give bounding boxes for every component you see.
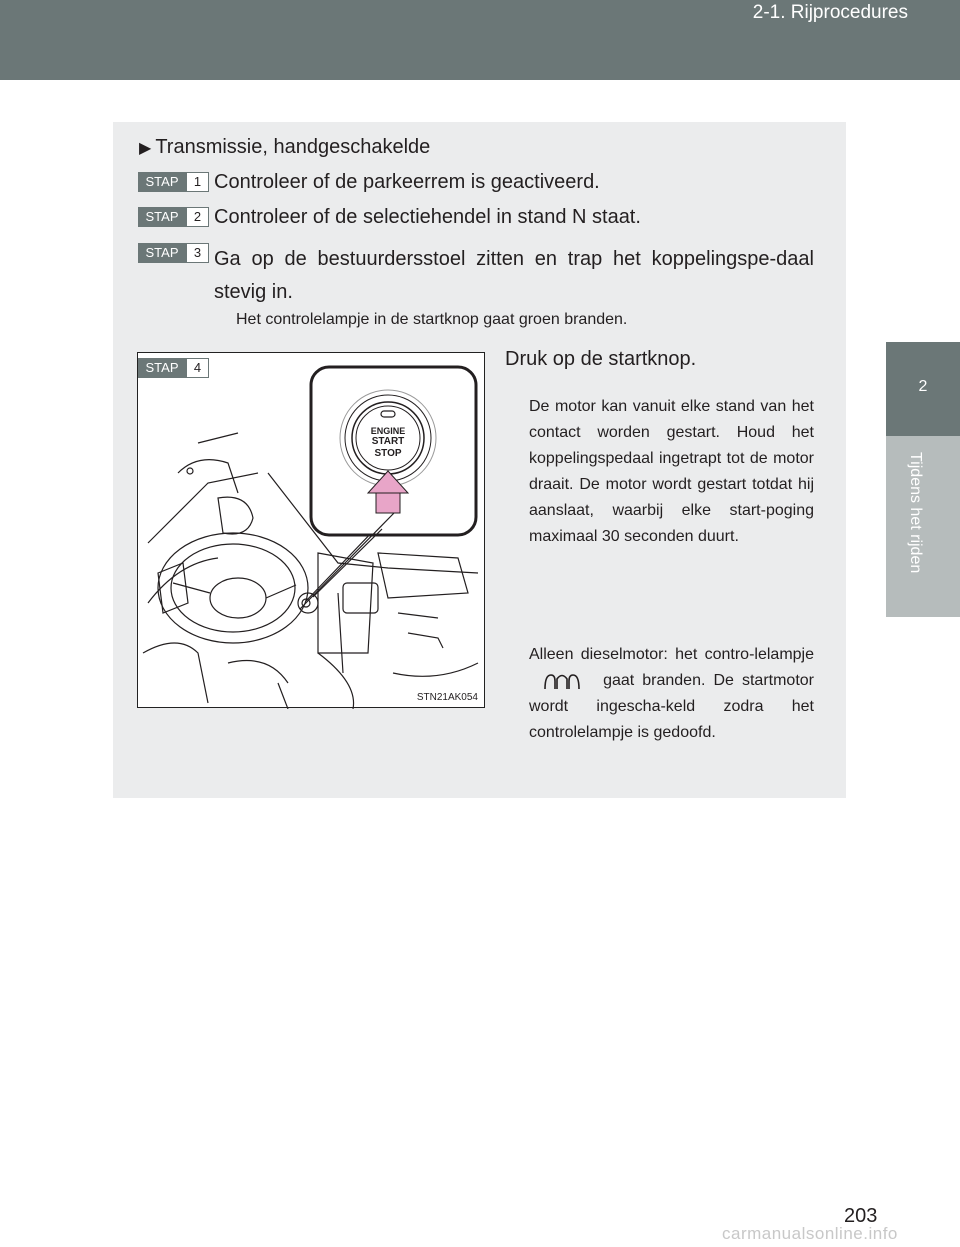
- button-text-start: START: [371, 436, 405, 447]
- step-label: STAP: [138, 207, 186, 227]
- step-badge-3: [138, 243, 209, 263]
- step-4-paragraph-2: [529, 642, 814, 746]
- button-text-stop: STOP: [374, 448, 402, 459]
- step-badge-4: [138, 358, 209, 378]
- step-label: STAP: [138, 358, 186, 378]
- step-4-paragraph-1: De motor kan vanuit elke stand van het contact worden gestart. Houd het koppelingspedaal ingetrapt tot de motor draait. De motor wordt gestart totdat hij aanslaat, waarbij elke start-poging maximaal 30 seconden duurt.: [529, 398, 814, 545]
- step-3-note: Het controlelampje in de startknop gaat groen branden.: [236, 311, 628, 328]
- chapter-tab-number: 2: [886, 342, 960, 436]
- page-number: 203: [844, 1205, 878, 1227]
- page-header: [0, 0, 960, 80]
- cockpit-drawing: [138, 353, 486, 709]
- cockpit-illustration: [137, 352, 485, 708]
- step-number: 4: [186, 358, 209, 378]
- chapter-title: Tijdens het rijden: [907, 452, 924, 574]
- step-1-text: Controleer of de parkeerrem is geactiveerd.: [214, 171, 600, 193]
- step-number: 3: [186, 243, 209, 263]
- paragraph-2-end: gaat branden. De startmotor wordt ingescha-keld zodra het controlelampje is gedoofd.: [529, 672, 814, 741]
- paragraph-2-start: Alleen dieselmotor: het contro-lelampje: [529, 646, 814, 663]
- button-text-engine: ENGINE: [370, 426, 406, 436]
- step-number: 1: [186, 172, 209, 192]
- watermark: carmanualsonline.info: [722, 1224, 898, 1243]
- step-badge-2: [138, 207, 209, 227]
- heading-text: Transmissie, handgeschakelde: [155, 136, 431, 158]
- step-3-text: Ga op de bestuurdersstoel zitten en trap het koppelingspe-daal stevig in.: [214, 248, 814, 303]
- step-label: STAP: [138, 172, 186, 192]
- section-heading: [139, 136, 430, 159]
- triangle-right-icon: ▶: [139, 140, 152, 157]
- step-badge-1: [138, 172, 209, 192]
- glow-plug-icon: [539, 669, 585, 693]
- illustration-code: STN21AK054: [416, 692, 478, 703]
- step-label: STAP: [138, 243, 186, 263]
- step-number: 2: [186, 207, 209, 227]
- step-2-text: Controleer of de selectiehendel in stand N staat.: [214, 206, 641, 228]
- section-title: 2-1. Rijprocedures: [752, 2, 908, 23]
- step-4-text: Druk op de startknop.: [505, 348, 697, 370]
